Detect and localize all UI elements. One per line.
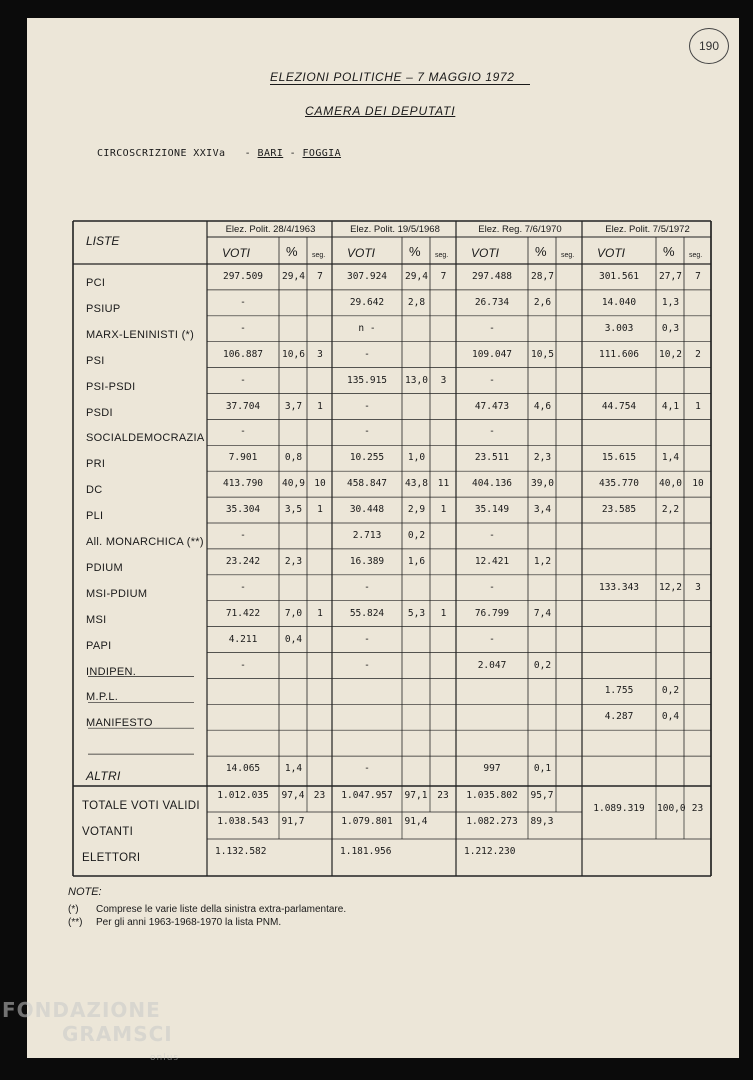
pct-value: 4,6: [533, 400, 552, 412]
votes-value: 23.585: [601, 504, 637, 516]
votes-value: 16.389: [349, 555, 385, 567]
pct-value: 2,3: [533, 452, 552, 464]
seat-value: 10: [314, 478, 326, 490]
votes-value: -: [489, 374, 495, 386]
votes-value: 1.755: [604, 685, 634, 697]
seat-value: 1: [440, 607, 447, 619]
votes-value: 26.734: [474, 296, 510, 308]
pct-value: 2,3: [284, 555, 303, 567]
pct-value: 1,0: [407, 452, 426, 464]
votanti-value: 1.082.273: [466, 816, 518, 827]
votes-value: -: [240, 322, 246, 334]
votes-value: -: [364, 633, 370, 645]
votes-value: 2.047: [477, 659, 507, 671]
pct-value: 7,0: [284, 607, 303, 619]
party-name: M.P.L.: [86, 691, 119, 704]
votes-value: 10.255: [349, 452, 385, 464]
pct-value: 3,7: [284, 400, 303, 412]
seat-value: 11: [437, 478, 450, 490]
votanti-pct: 91,4: [404, 816, 428, 827]
votes-value: 307.924: [346, 271, 388, 282]
votes-value: -: [364, 659, 370, 671]
total-votes: 1.035.802: [466, 790, 518, 801]
pct-header: %: [663, 244, 675, 259]
votes-value: 44.754: [601, 400, 637, 412]
pct-value: 28,7: [531, 271, 554, 282]
pct-value: 0,2: [533, 659, 552, 671]
pct-value: 0,3: [661, 322, 680, 334]
votes-value: -: [240, 530, 246, 541]
pct-value: 0,4: [284, 633, 303, 645]
votes-value: 135.915: [346, 374, 388, 386]
pct-value: 10,5: [531, 348, 554, 360]
place-foggia: FOGGIA: [302, 148, 342, 159]
party-name: INDIPEN.: [86, 665, 137, 678]
pct-value: 10,2: [659, 348, 682, 360]
pct-value: 1,4: [284, 763, 303, 775]
note-2: (**) Per gli anni 1963-1968-1970 la lista PNM.: [68, 917, 282, 928]
total-seats: 23: [437, 790, 449, 801]
votes-value: -: [240, 659, 246, 671]
votanti-label: VOTANTI: [82, 826, 134, 838]
party-name: PCI: [86, 277, 106, 289]
circoscrizione-line: CIRCOSCRIZIONE XXIVa - BARI - FOGGIA: [97, 148, 342, 159]
votes-value: 413.790: [222, 478, 264, 490]
pct-value: 13,0: [405, 374, 428, 386]
votes-value: 71.422: [225, 607, 261, 619]
votes-value: -: [240, 296, 246, 308]
notes-section: [68, 886, 346, 930]
party-name: PSI: [86, 354, 105, 367]
votes-value: 55.824: [349, 607, 385, 619]
pct-value: 1,6: [407, 555, 426, 567]
votes-value: 15.615: [601, 452, 637, 464]
votanti-value: 1.079.801: [341, 816, 393, 827]
pct-value: 40,0: [659, 478, 682, 490]
seat-value: 7: [695, 271, 701, 282]
party-name: PLI: [86, 510, 104, 523]
seg-header: seg.: [312, 252, 326, 259]
votes-value: -: [489, 530, 495, 541]
party-name: SOCIALDEMOCRAZIA: [86, 432, 205, 445]
seat-value: 1: [440, 504, 447, 516]
party-name: PSIUP: [86, 302, 121, 315]
votes-value: n -: [358, 322, 376, 334]
party-name: PSDI: [86, 406, 113, 419]
votes-value: -: [364, 763, 370, 775]
pct-value: 27,7: [659, 271, 682, 282]
votes-value: 997: [483, 763, 501, 775]
seat-value: 1: [317, 400, 323, 412]
seg-header: seg.: [561, 252, 575, 259]
pct-value: 29,4: [405, 271, 428, 282]
pct-value: 2,9: [407, 504, 426, 516]
seat-value: 10: [692, 478, 704, 490]
votes-value: 35.149: [474, 504, 510, 516]
votanti-pct: 91,7: [281, 816, 305, 827]
party-name: PAPI: [86, 639, 112, 652]
total-seats: 23: [691, 803, 704, 814]
votes-value: 297.509: [222, 271, 264, 282]
pct-value: 0,4: [661, 711, 680, 723]
pct-value: 0,1: [533, 763, 552, 775]
party-name: MANIFESTO: [86, 717, 153, 730]
votes-value: 12.421: [474, 555, 510, 567]
votes-value: 7.901: [228, 452, 258, 464]
pct-value: 0,2: [661, 685, 680, 697]
total-pct: 97,1: [404, 790, 428, 801]
votanti-value: 1.038.543: [217, 816, 269, 827]
votes-value: -: [489, 322, 495, 334]
votes-value: 111.606: [598, 348, 640, 360]
party-name: All. MONARCHICA (**): [86, 536, 204, 548]
elettori-value: 1.181.956: [340, 846, 392, 857]
election-header: Elez. Polit. 28/4/1963: [225, 224, 316, 235]
total-votes: 1.089.319: [593, 803, 645, 814]
votes-value: -: [364, 400, 370, 412]
pct-value: 43,8: [405, 478, 428, 490]
total-votes: 1.047.957: [341, 790, 393, 801]
party-name: MSI-PDIUM: [86, 587, 148, 600]
election-header: Elez. Polit. 19/5/1968: [350, 224, 440, 235]
pct-value: 12,2: [659, 581, 682, 593]
votes-value: -: [364, 426, 370, 438]
seat-value: 1: [317, 607, 323, 619]
elettori-label: ELETTORI: [82, 852, 141, 864]
votes-value: 23.242: [225, 555, 261, 567]
votes-value: 3.003: [604, 322, 634, 334]
votes-value: 76.799: [474, 607, 510, 619]
total-pct: 100,0: [657, 803, 686, 814]
election-header: Elez. Reg. 7/6/1970: [478, 224, 562, 235]
total-seats: 23: [313, 790, 326, 801]
pct-value: 3,5: [284, 504, 303, 516]
votes-value: 133.343: [598, 581, 640, 593]
pct-value: 2,6: [533, 296, 552, 308]
votes-value: -: [489, 426, 495, 438]
party-name: ALTRI: [86, 769, 121, 784]
pct-value: 3,4: [533, 504, 552, 516]
liste-header: LISTE: [86, 234, 120, 248]
votes-value: 47.473: [474, 400, 510, 412]
seg-header: seg.: [689, 252, 703, 259]
seat-value: 7: [440, 271, 447, 282]
votes-value: 23.511: [474, 452, 510, 464]
seat-value: 1: [317, 504, 323, 516]
pct-value: 29,4: [282, 271, 305, 282]
seat-value: 3: [440, 374, 447, 386]
party-name: PRI: [86, 458, 106, 471]
voti-header: VOTI: [471, 246, 500, 260]
votes-value: 37.704: [225, 400, 261, 412]
pct-header: %: [409, 244, 421, 259]
pct-value: 2,2: [661, 504, 680, 516]
pct-value: 1,4: [661, 452, 680, 464]
pct-value: 2,8: [407, 296, 426, 308]
pct-value: 39,0: [531, 478, 554, 490]
votes-value: 14.065: [225, 763, 261, 775]
votes-value: 14.040: [601, 296, 637, 308]
seat-value: 2: [695, 348, 701, 360]
circoscrizione-label: CIRCOSCRIZIONE XXIVa: [97, 148, 226, 159]
votes-value: 30.448: [349, 504, 385, 516]
total-pct: 97,4: [281, 790, 305, 801]
place-bari: BARI: [257, 148, 284, 159]
page-number: 190: [689, 28, 729, 64]
voti-header: VOTI: [347, 246, 376, 260]
votes-value: 458.847: [346, 478, 388, 490]
pct-value: 1,3: [661, 296, 680, 308]
votes-value: -: [240, 581, 246, 593]
votes-value: -: [489, 633, 495, 645]
seat-value: 7: [317, 271, 323, 282]
party-name: MARX-LENINISTI (*): [86, 328, 195, 341]
pct-header: %: [286, 244, 298, 259]
votanti-pct: 89,3: [530, 816, 554, 827]
votes-value: -: [240, 426, 246, 438]
pct-value: 40,9: [282, 478, 305, 490]
votes-value: 404.136: [471, 478, 513, 490]
votes-value: 35.304: [225, 504, 261, 516]
votes-value: 435.770: [598, 478, 640, 490]
party-name: DC: [86, 484, 103, 497]
party-name: PSI-PSDI: [86, 380, 136, 393]
seg-header: seg.: [435, 252, 449, 259]
votes-value: 297.488: [471, 271, 513, 282]
document-title: ELEZIONI POLITICHE – 7 MAGGIO 1972: [270, 70, 530, 85]
votes-value: -: [240, 374, 246, 386]
pct-value: 0,8: [284, 452, 303, 464]
elettori-value: 1.132.582: [215, 846, 267, 857]
votes-value: 2.713: [352, 530, 382, 541]
voti-header: VOTI: [222, 246, 251, 260]
election-header: Elez. Polit. 7/5/1972: [605, 224, 690, 235]
total-pct: 95,7: [530, 790, 554, 801]
pct-value: 0,2: [407, 530, 426, 541]
total-votes: 1.012.035: [217, 790, 269, 801]
party-name: MSI: [86, 613, 107, 626]
note-1: (*) Comprese le varie liste della sinistra extra-parlamentare.: [68, 904, 347, 915]
seat-value: 3: [695, 581, 701, 593]
votes-value: -: [364, 581, 370, 593]
pct-value: 4,1: [661, 400, 680, 412]
elettori-value: 1.212.230: [464, 846, 516, 857]
votes-value: 106.887: [222, 348, 264, 360]
seat-value: 3: [317, 348, 323, 360]
votes-value: 109.047: [471, 348, 513, 360]
votes-value: 29.642: [349, 296, 385, 308]
votes-value: -: [489, 581, 495, 593]
notes-title: NOTE:: [68, 886, 102, 898]
pct-value: 1,2: [533, 555, 552, 567]
pct-header: %: [535, 244, 547, 259]
pct-value: 10,6: [282, 348, 305, 360]
seat-value: 1: [695, 400, 701, 412]
party-name: PDIUM: [86, 561, 123, 574]
totals-label: TOTALE VOTI VALIDI: [82, 800, 200, 812]
votes-value: -: [364, 348, 370, 360]
pct-value: 7,4: [533, 607, 552, 619]
voti-header: VOTI: [597, 246, 626, 260]
document-subtitle: CAMERA DEI DEPUTATI: [305, 104, 456, 118]
pct-value: 5,3: [407, 607, 426, 619]
watermark-logo: FONDAZIONE GRAMSCI onlus: [2, 998, 180, 1063]
votes-value: 4.287: [604, 711, 634, 723]
votes-value: 301.561: [598, 271, 640, 282]
votes-value: 4.211: [228, 633, 258, 645]
